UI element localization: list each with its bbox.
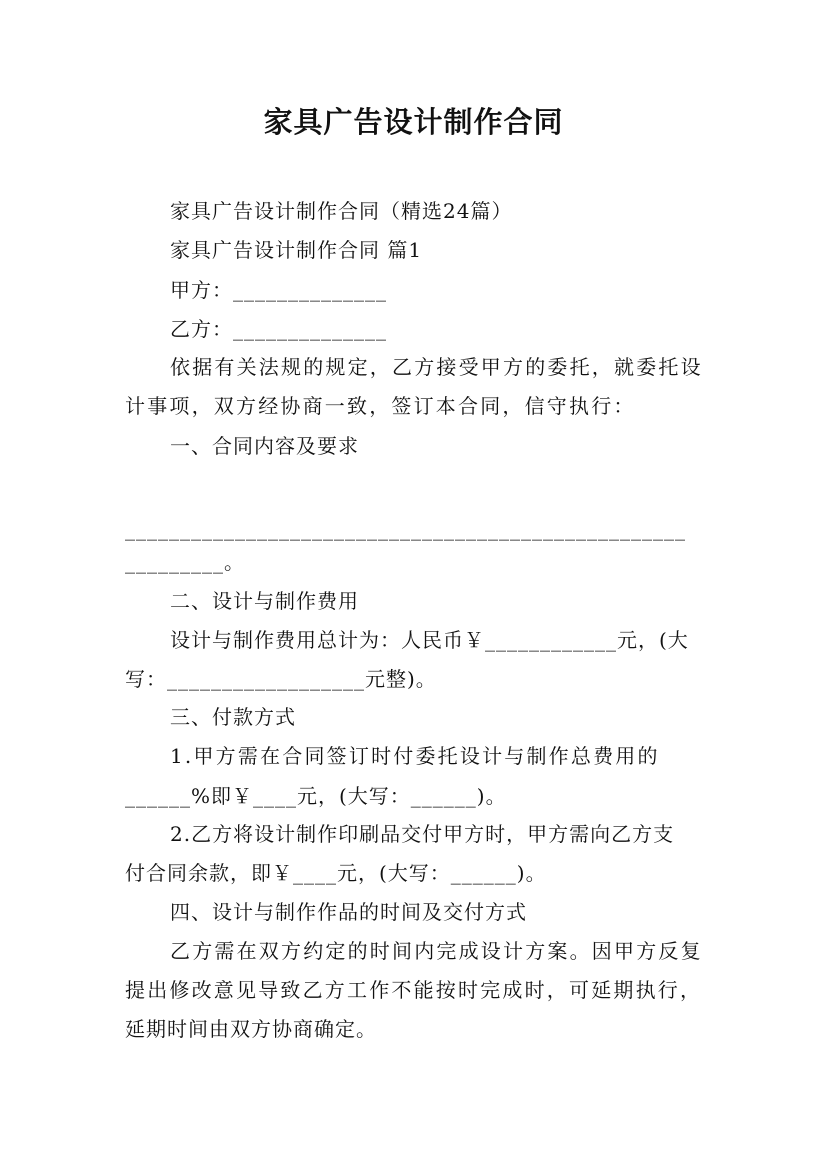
blank-fill-line: ___________________________________________________ [125, 517, 686, 541]
section-heading-line: 家具广告设计制作合同 篇1 [170, 238, 423, 262]
party-b-line: 乙方：______________ [170, 317, 387, 341]
clause-heading: 一、合同内容及要求 [170, 434, 359, 458]
paragraph-line: 计事项，双方经协商一致，签订本合同，信守执行： [125, 394, 636, 418]
clause-heading: 四、设计与制作作品的时间及交付方式 [170, 900, 527, 924]
paragraph-line: 依据有关法规的规定，乙方接受甲方的委托，就委托设 [170, 355, 703, 379]
paragraph-line: 付合同余款，即￥____元，(大写：______)。 [125, 861, 547, 885]
document-title: 家具广告设计制作合同 [263, 105, 564, 139]
paragraph-line: 写：__________________元整)。 [125, 667, 437, 691]
blank-fill-line: _________。 [125, 550, 245, 574]
clause-heading: 三、付款方式 [170, 705, 296, 729]
party-a-line: 甲方：______________ [170, 278, 387, 302]
clause-heading: 二、设计与制作费用 [170, 589, 359, 613]
paragraph-line: 设计与制作费用总计为：人民币￥____________元，(大 [170, 628, 689, 652]
subtitle-line: 家具广告设计制作合同（精选24篇） [170, 199, 513, 223]
paragraph-line: ______%即￥____元，(大写：______)。 [125, 784, 507, 808]
paragraph-line: 2.乙方将设计制作印刷品交付甲方时，甲方需向乙方支 [170, 822, 675, 846]
paragraph-line: 提出修改意见导致乙方工作不能按时完成时，可延期执行， [125, 978, 703, 1002]
paragraph-line: 延期时间由双方协商确定。 [125, 1017, 377, 1041]
paragraph-line: 1.甲方需在合同签订时付委托设计与制作总费用的 [170, 744, 660, 768]
paragraph-line: 乙方需在双方约定的时间内完成设计方案。因甲方反复 [170, 939, 703, 963]
